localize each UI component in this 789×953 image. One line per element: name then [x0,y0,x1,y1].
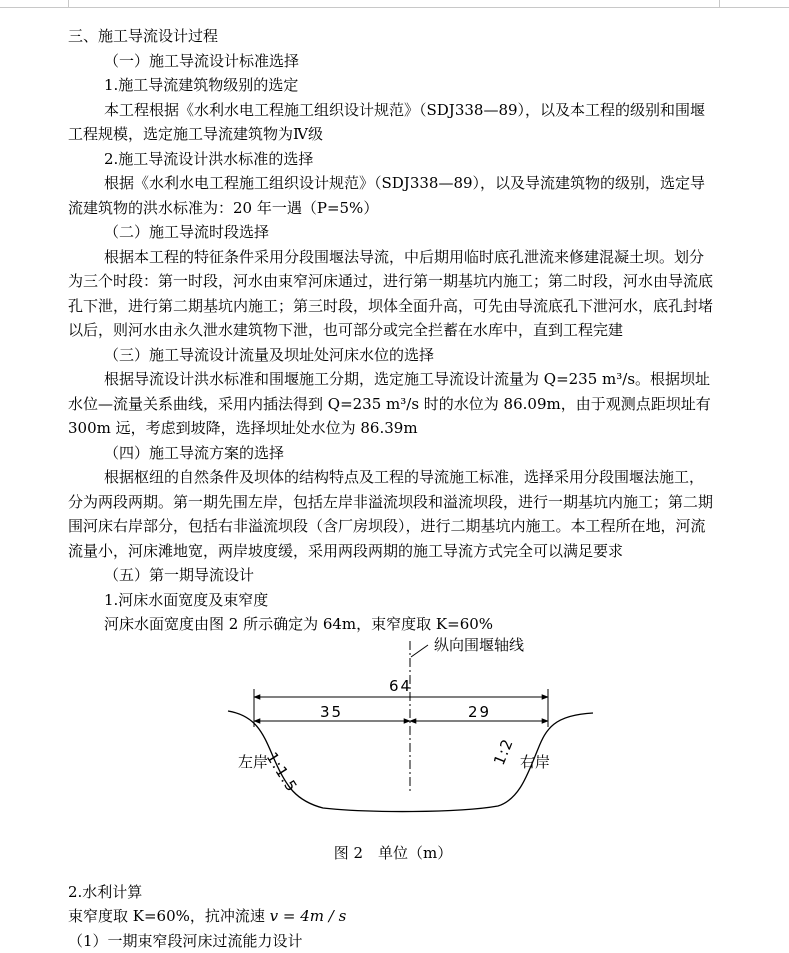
section-3-2-heading: （二）施工导流时段选择 [68,220,718,245]
left-bank-label: 左岸 [238,751,268,772]
section-3-4-text: 根据枢纽的自然条件及坝体的结构特点及工程的导流施工标准，选择采用分段围堰法施工，分为两段两期。第一期先围左岸，包括左岸非溢流坝段和溢流坝段，进行一期基坑内施工；第二期围河床右岸部分，包括右非溢流坝段（含厂房坝段），进行二期基坑内施工。本工程所在地，河流流量小，河床滩地宽，两岸坡度缓，采用两段两期的施工导流方式完全可以满足要求 [68,465,718,563]
total-width-label: 64 [389,677,412,695]
cross-section-drawing [68,641,718,839]
section-3-1-2-heading: 2.施工导流设计洪水标准的选择 [68,147,718,172]
left-slope-label: 1:1.5 [263,749,301,795]
right-width-label: 29 [468,703,491,721]
river-cross-section-figure [68,641,718,839]
document-page [68,24,718,953]
velocity-formula: v = 4m / s [270,907,347,925]
section-3-2-text: 根据本工程的特征条件采用分段围堰法导流，中后期用临时底孔泄流来修建混凝土坝。划分为三个时段：第一时段，河水由束窄河床通过，进行第一期基坑内施工；第二时段，河水由导流底孔下泄，进行第二期基坑内施工；第三时段，坝体全面升高，可先由导流底孔下泄河水，底孔封堵以后，则河水由永久泄水建筑物下泄，也可部分或完全拦蓄在水库中，直到工程完建 [68,245,718,343]
section-3-1-2-text: 根据《水利水电工程施工组织设计规范》（SDJ338—89），以及导流建筑物的级别，选定导流建筑物的洪水标准为：20 年一遇（P=5%） [68,171,718,220]
section-3-5-2-text-a: 束窄度取 K=60%，抗冲流速 [68,907,270,925]
section-3-3-text: 根据导流设计洪水标准和围堰施工分期，选定施工导流设计流量为 Q=235 m³/s。根据坝址水位—流量关系曲线，采用内插法得到 Q=235 m³/s 时的水位为 86.09m，由于观测点距坝址有 300m 远，考虑到坡降，选择坝址处水位为 86.39m [68,367,718,441]
right-slope-label: 1:2 [490,735,517,767]
section-3-5-1-text: 河床水面宽度由图 2 所示确定为 64m，束窄度取 K=60% [68,612,718,637]
section-3-1-heading: （一）施工导流设计标准选择 [68,49,718,74]
section-3-5-2-text [68,904,718,929]
right-bank-label: 右岸 [520,751,550,772]
page-top-margin-marks [0,0,789,8]
axis-label: 纵向围堰轴线 [434,634,524,655]
section-3-4-heading: （四）施工导流方案的选择 [68,441,718,466]
section-3-5-heading: （五）第一期导流设计 [68,563,718,588]
section-3-title: 三、施工导流设计过程 [68,24,718,49]
section-3-3-heading: （三）施工导流设计流量及坝址处河床水位的选择 [68,343,718,368]
section-3-5-2-sub: （1）一期束窄段河床过流能力设计 [68,929,718,953]
left-width-label: 35 [320,703,343,721]
section-3-1-1-heading: 1.施工导流建筑物级别的选定 [68,73,718,98]
section-3-5-2-heading: 2.水利计算 [68,880,718,905]
section-3-1-1-text: 本工程根据《水利水电工程施工组织设计规范》（SDJ338—89），以及本工程的级别和围堰工程规模，选定施工导流建筑物为Ⅳ级 [68,98,718,147]
section-3-5-1-heading: 1.河床水面宽度及束窄度 [68,588,718,613]
figure-caption: 图 2 单位（m） [68,841,718,865]
